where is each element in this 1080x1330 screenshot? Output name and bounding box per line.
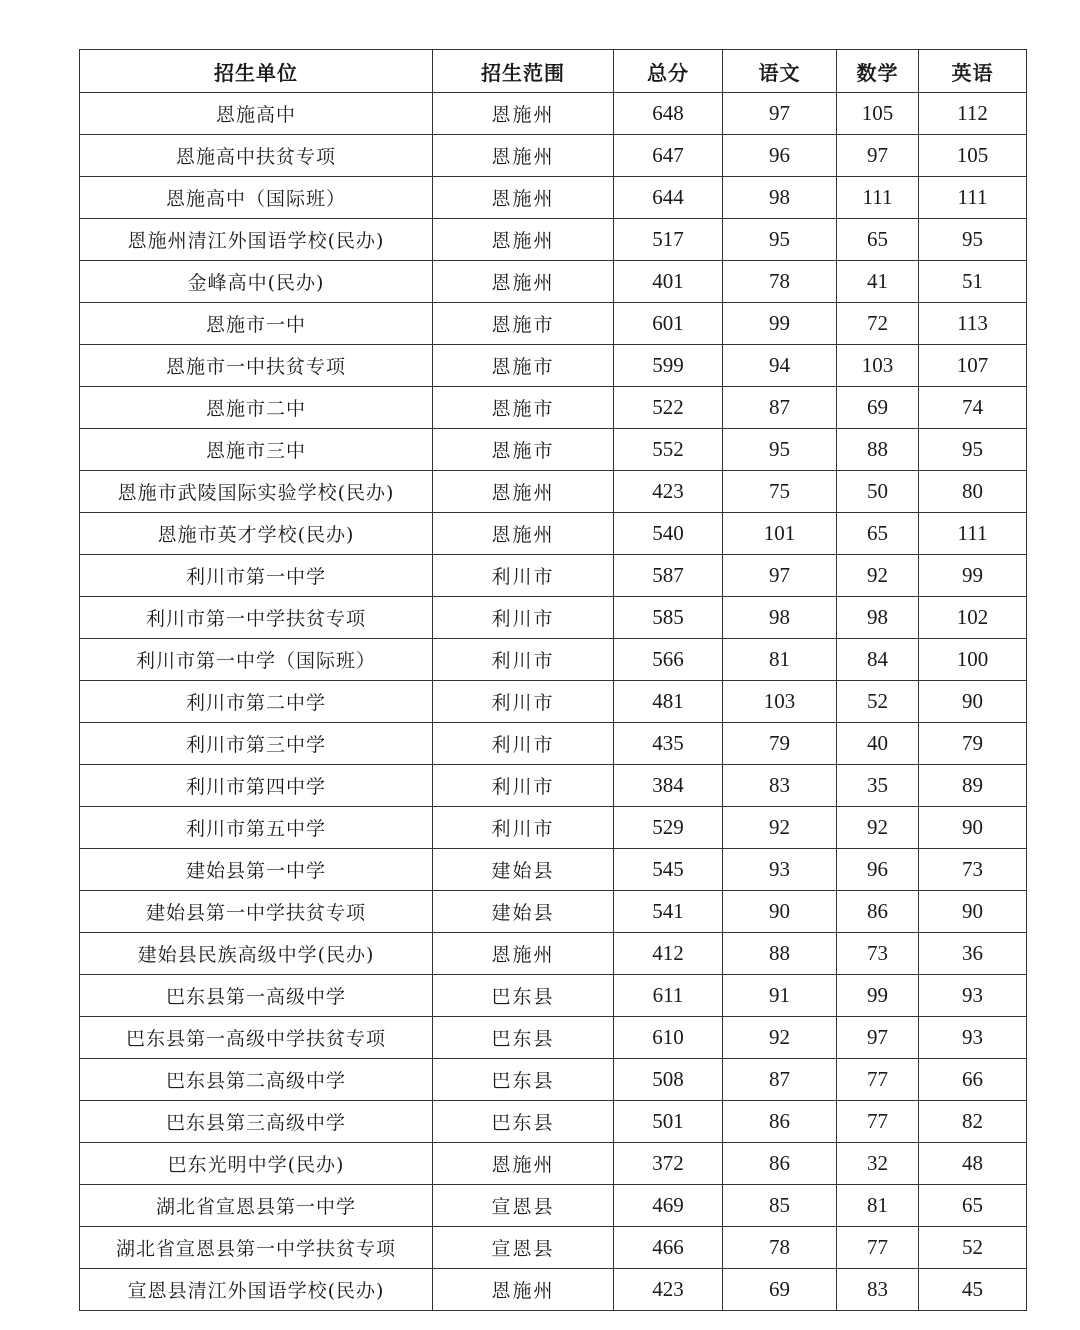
cell-math: 35 — [837, 765, 919, 807]
cell-english: 113 — [919, 303, 1027, 345]
cell-chinese: 101 — [723, 513, 837, 555]
cell-math: 81 — [837, 1185, 919, 1227]
cell-math: 99 — [837, 975, 919, 1017]
cell-math: 65 — [837, 513, 919, 555]
cell-math: 86 — [837, 891, 919, 933]
cell-total: 517 — [614, 219, 723, 261]
cell-unit: 利川市第四中学 — [80, 765, 433, 807]
cell-chinese: 97 — [723, 555, 837, 597]
cell-chinese: 97 — [723, 93, 837, 135]
cell-english: 90 — [919, 807, 1027, 849]
cell-total: 611 — [614, 975, 723, 1017]
table-row — [80, 891, 1027, 933]
cell-scope: 恩施市 — [433, 387, 614, 429]
cell-scope: 巴东县 — [433, 975, 614, 1017]
cell-english: 95 — [919, 219, 1027, 261]
cell-math: 32 — [837, 1143, 919, 1185]
table-row — [80, 387, 1027, 429]
cell-chinese: 94 — [723, 345, 837, 387]
cell-english: 48 — [919, 1143, 1027, 1185]
table-row — [80, 555, 1027, 597]
cell-chinese: 92 — [723, 807, 837, 849]
cell-scope: 建始县 — [433, 891, 614, 933]
table-row — [80, 1227, 1027, 1269]
cell-unit: 巴东光明中学(民办) — [80, 1143, 433, 1185]
table-row — [80, 135, 1027, 177]
cell-english: 66 — [919, 1059, 1027, 1101]
cell-unit: 利川市第一中学 — [80, 555, 433, 597]
header-math: 数学 — [837, 50, 919, 93]
cell-math: 77 — [837, 1227, 919, 1269]
cell-total: 481 — [614, 681, 723, 723]
cell-scope: 恩施州 — [433, 513, 614, 555]
cell-english: 111 — [919, 177, 1027, 219]
cell-english: 51 — [919, 261, 1027, 303]
cell-english: 95 — [919, 429, 1027, 471]
cell-math: 92 — [837, 555, 919, 597]
cell-scope: 利川市 — [433, 639, 614, 681]
table-row — [80, 849, 1027, 891]
cell-scope: 恩施州 — [433, 219, 614, 261]
cell-total: 501 — [614, 1101, 723, 1143]
cell-total: 423 — [614, 1269, 723, 1311]
cell-chinese: 103 — [723, 681, 837, 723]
cell-scope: 利川市 — [433, 681, 614, 723]
cell-total: 423 — [614, 471, 723, 513]
cell-chinese: 99 — [723, 303, 837, 345]
cell-math: 98 — [837, 597, 919, 639]
header-total: 总分 — [614, 50, 723, 93]
cell-total: 552 — [614, 429, 723, 471]
cell-english: 65 — [919, 1185, 1027, 1227]
cell-unit: 恩施市三中 — [80, 429, 433, 471]
cell-unit: 湖北省宣恩县第一中学 — [80, 1185, 433, 1227]
cell-chinese: 79 — [723, 723, 837, 765]
cell-unit: 恩施市二中 — [80, 387, 433, 429]
cell-math: 50 — [837, 471, 919, 513]
cell-total: 522 — [614, 387, 723, 429]
cell-unit: 恩施市武陵国际实验学校(民办) — [80, 471, 433, 513]
cell-unit: 恩施市一中扶贫专项 — [80, 345, 433, 387]
cell-math: 52 — [837, 681, 919, 723]
cell-math: 77 — [837, 1059, 919, 1101]
cell-scope: 巴东县 — [433, 1059, 614, 1101]
cell-math: 77 — [837, 1101, 919, 1143]
table-row — [80, 471, 1027, 513]
cell-chinese: 78 — [723, 261, 837, 303]
cell-scope: 恩施市 — [433, 303, 614, 345]
cell-chinese: 87 — [723, 1059, 837, 1101]
cell-english: 99 — [919, 555, 1027, 597]
cell-english: 102 — [919, 597, 1027, 639]
table-body — [80, 93, 1027, 1311]
cell-scope: 恩施州 — [433, 261, 614, 303]
cell-total: 647 — [614, 135, 723, 177]
cell-unit: 巴东县第二高级中学 — [80, 1059, 433, 1101]
cell-english: 45 — [919, 1269, 1027, 1311]
cell-math: 97 — [837, 1017, 919, 1059]
header-row — [80, 50, 1027, 93]
cell-math: 84 — [837, 639, 919, 681]
cell-scope: 利川市 — [433, 723, 614, 765]
cell-total: 601 — [614, 303, 723, 345]
header-scope: 招生范围 — [433, 50, 614, 93]
cell-english: 105 — [919, 135, 1027, 177]
table-row — [80, 1017, 1027, 1059]
table-row — [80, 177, 1027, 219]
cell-english: 112 — [919, 93, 1027, 135]
cell-scope: 恩施州 — [433, 1269, 614, 1311]
cell-math: 40 — [837, 723, 919, 765]
cell-chinese: 96 — [723, 135, 837, 177]
cell-scope: 利川市 — [433, 807, 614, 849]
cell-chinese: 69 — [723, 1269, 837, 1311]
cell-chinese: 91 — [723, 975, 837, 1017]
table-row — [80, 639, 1027, 681]
table-row — [80, 219, 1027, 261]
cell-english: 80 — [919, 471, 1027, 513]
cell-chinese: 85 — [723, 1185, 837, 1227]
table-row — [80, 597, 1027, 639]
cell-math: 72 — [837, 303, 919, 345]
cell-math: 105 — [837, 93, 919, 135]
table-row — [80, 975, 1027, 1017]
cell-scope: 利川市 — [433, 765, 614, 807]
cell-unit: 湖北省宣恩县第一中学扶贫专项 — [80, 1227, 433, 1269]
cell-english: 36 — [919, 933, 1027, 975]
cell-unit: 建始县第一中学扶贫专项 — [80, 891, 433, 933]
cell-chinese: 98 — [723, 597, 837, 639]
cell-chinese: 87 — [723, 387, 837, 429]
cell-math: 73 — [837, 933, 919, 975]
cell-scope: 恩施州 — [433, 471, 614, 513]
table-row — [80, 1185, 1027, 1227]
cell-english: 90 — [919, 681, 1027, 723]
cell-english: 100 — [919, 639, 1027, 681]
cell-english: 89 — [919, 765, 1027, 807]
cell-total: 384 — [614, 765, 723, 807]
cell-total: 610 — [614, 1017, 723, 1059]
cell-total: 466 — [614, 1227, 723, 1269]
table-row — [80, 93, 1027, 135]
cell-scope: 恩施州 — [433, 1143, 614, 1185]
cell-chinese: 75 — [723, 471, 837, 513]
cell-math: 88 — [837, 429, 919, 471]
header-english: 英语 — [919, 50, 1027, 93]
cell-unit: 恩施州清江外国语学校(民办) — [80, 219, 433, 261]
cell-scope: 利川市 — [433, 555, 614, 597]
cell-total: 469 — [614, 1185, 723, 1227]
cell-total: 529 — [614, 807, 723, 849]
table-row — [80, 429, 1027, 471]
cell-scope: 恩施州 — [433, 93, 614, 135]
cell-chinese: 88 — [723, 933, 837, 975]
cell-scope: 宣恩县 — [433, 1185, 614, 1227]
table-row — [80, 1143, 1027, 1185]
admission-score-table-container — [79, 49, 1026, 1311]
cell-scope: 恩施州 — [433, 135, 614, 177]
table-row — [80, 261, 1027, 303]
table-row — [80, 1101, 1027, 1143]
cell-scope: 宣恩县 — [433, 1227, 614, 1269]
cell-scope: 恩施市 — [433, 345, 614, 387]
cell-english: 93 — [919, 1017, 1027, 1059]
cell-unit: 恩施高中（国际班） — [80, 177, 433, 219]
table-row — [80, 765, 1027, 807]
cell-unit: 宣恩县清江外国语学校(民办) — [80, 1269, 433, 1311]
cell-total: 541 — [614, 891, 723, 933]
cell-english: 52 — [919, 1227, 1027, 1269]
cell-unit: 巴东县第三高级中学 — [80, 1101, 433, 1143]
cell-chinese: 90 — [723, 891, 837, 933]
cell-math: 111 — [837, 177, 919, 219]
cell-unit: 巴东县第一高级中学扶贫专项 — [80, 1017, 433, 1059]
cell-unit: 巴东县第一高级中学 — [80, 975, 433, 1017]
admission-score-table — [79, 49, 1027, 1311]
cell-unit: 利川市第二中学 — [80, 681, 433, 723]
header-unit: 招生单位 — [80, 50, 433, 93]
table-row — [80, 513, 1027, 555]
cell-chinese: 83 — [723, 765, 837, 807]
cell-scope: 巴东县 — [433, 1101, 614, 1143]
cell-english: 90 — [919, 891, 1027, 933]
table-row — [80, 933, 1027, 975]
cell-chinese: 95 — [723, 429, 837, 471]
cell-chinese: 98 — [723, 177, 837, 219]
cell-total: 545 — [614, 849, 723, 891]
cell-scope: 建始县 — [433, 849, 614, 891]
cell-scope: 巴东县 — [433, 1017, 614, 1059]
cell-english: 73 — [919, 849, 1027, 891]
cell-unit: 利川市第一中学扶贫专项 — [80, 597, 433, 639]
cell-scope: 恩施市 — [433, 429, 614, 471]
cell-chinese: 93 — [723, 849, 837, 891]
cell-unit: 利川市第一中学（国际班） — [80, 639, 433, 681]
cell-chinese: 78 — [723, 1227, 837, 1269]
cell-total: 648 — [614, 93, 723, 135]
cell-math: 83 — [837, 1269, 919, 1311]
cell-scope: 恩施州 — [433, 177, 614, 219]
cell-chinese: 86 — [723, 1101, 837, 1143]
cell-total: 401 — [614, 261, 723, 303]
cell-unit: 建始县民族高级中学(民办) — [80, 933, 433, 975]
cell-total: 566 — [614, 639, 723, 681]
table-row — [80, 345, 1027, 387]
table-row — [80, 1059, 1027, 1101]
cell-chinese: 95 — [723, 219, 837, 261]
cell-unit: 恩施高中 — [80, 93, 433, 135]
cell-chinese: 86 — [723, 1143, 837, 1185]
cell-english: 93 — [919, 975, 1027, 1017]
cell-unit: 恩施高中扶贫专项 — [80, 135, 433, 177]
cell-unit: 恩施市一中 — [80, 303, 433, 345]
cell-chinese: 81 — [723, 639, 837, 681]
table-row — [80, 723, 1027, 765]
cell-math: 96 — [837, 849, 919, 891]
cell-total: 644 — [614, 177, 723, 219]
cell-english: 79 — [919, 723, 1027, 765]
cell-total: 587 — [614, 555, 723, 597]
table-row — [80, 681, 1027, 723]
cell-unit: 建始县第一中学 — [80, 849, 433, 891]
cell-scope: 利川市 — [433, 597, 614, 639]
cell-math: 92 — [837, 807, 919, 849]
cell-scope: 恩施州 — [433, 933, 614, 975]
cell-total: 585 — [614, 597, 723, 639]
cell-math: 103 — [837, 345, 919, 387]
cell-english: 111 — [919, 513, 1027, 555]
table-row — [80, 1269, 1027, 1311]
cell-unit: 利川市第三中学 — [80, 723, 433, 765]
cell-total: 508 — [614, 1059, 723, 1101]
cell-math: 97 — [837, 135, 919, 177]
cell-unit: 金峰高中(民办) — [80, 261, 433, 303]
header-chinese: 语文 — [723, 50, 837, 93]
cell-english: 107 — [919, 345, 1027, 387]
cell-unit: 恩施市英才学校(民办) — [80, 513, 433, 555]
cell-math: 69 — [837, 387, 919, 429]
cell-total: 412 — [614, 933, 723, 975]
table-row — [80, 807, 1027, 849]
cell-english: 74 — [919, 387, 1027, 429]
cell-total: 599 — [614, 345, 723, 387]
cell-total: 435 — [614, 723, 723, 765]
cell-chinese: 92 — [723, 1017, 837, 1059]
cell-total: 372 — [614, 1143, 723, 1185]
table-row — [80, 303, 1027, 345]
cell-math: 41 — [837, 261, 919, 303]
cell-math: 65 — [837, 219, 919, 261]
cell-unit: 利川市第五中学 — [80, 807, 433, 849]
cell-total: 540 — [614, 513, 723, 555]
cell-english: 82 — [919, 1101, 1027, 1143]
